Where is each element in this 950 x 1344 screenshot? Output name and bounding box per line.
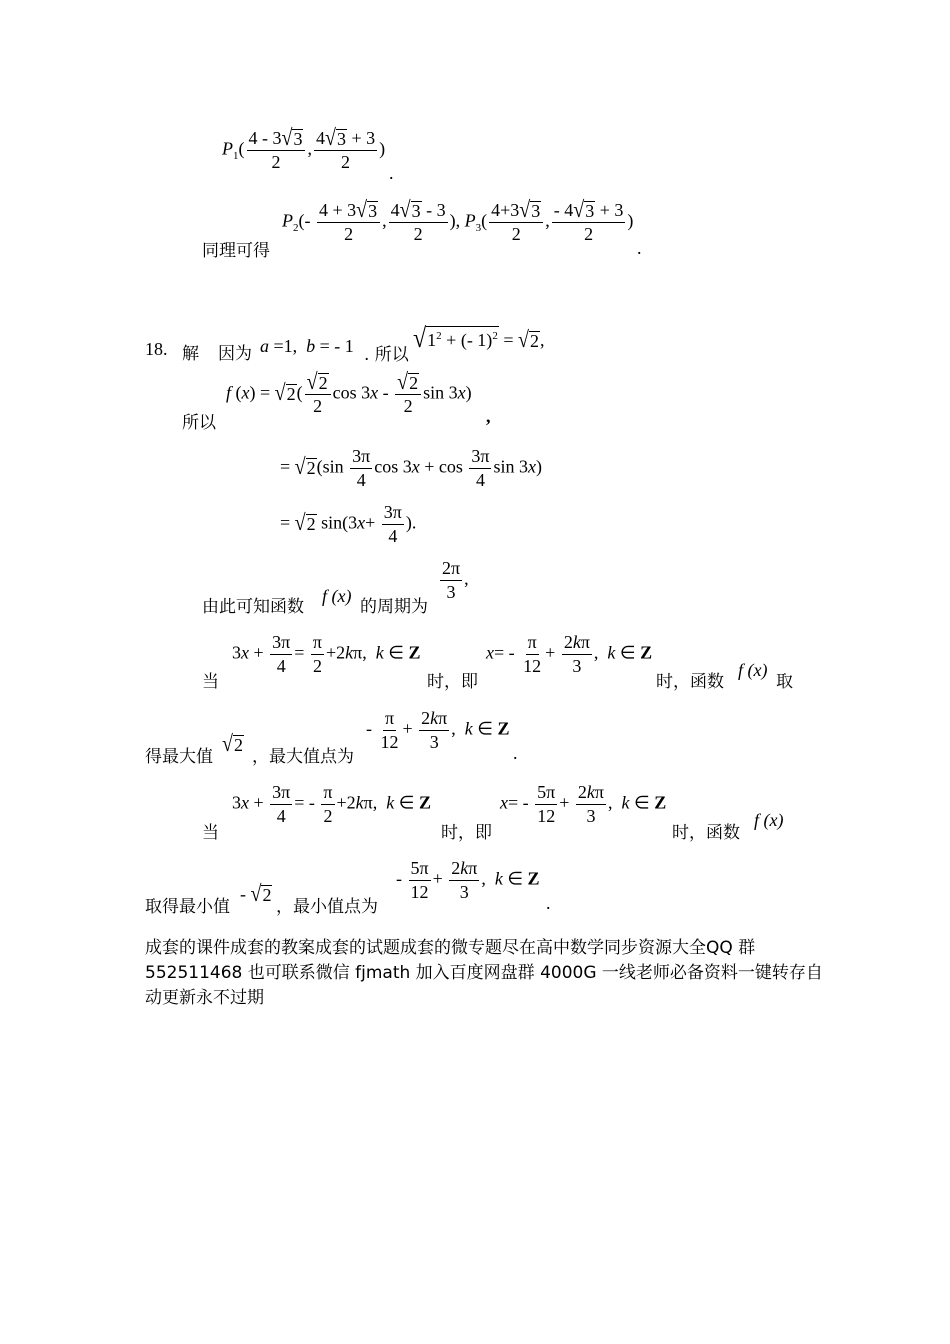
when-text: 当 bbox=[202, 672, 219, 692]
max-x: x= - $\frac{\pi}{12}$ + $\frac{2k\pi}{3}$ , k ∈ Z bbox=[486, 632, 653, 676]
trailing-dot: . bbox=[546, 893, 551, 913]
min-point: - $\frac{5\pi}{12}$ + $\frac{2k\pi}{3}$ , k ∈ Z bbox=[396, 858, 540, 902]
lead-text: 同理可得 bbox=[202, 241, 270, 261]
formula-p2-p3: $P_2(-$ 4 + 3 √ 3 2 , 4 √ 3 - 3 2 ), $P_3$( 4+3 √ 3 2 , - 4 √ 3 + 3 2 ) bbox=[282, 197, 634, 244]
when-text: 当 bbox=[202, 823, 219, 843]
function-text: 时，函数 bbox=[672, 823, 740, 843]
max-value-label: 得最大值 bbox=[145, 747, 213, 767]
so-text: . 所以 bbox=[364, 345, 409, 365]
period-label: 的周期为 bbox=[360, 597, 428, 617]
min-value: - √ 2 bbox=[240, 881, 272, 907]
problem-number: 18. bbox=[145, 339, 168, 359]
function-name: f (x) bbox=[754, 810, 784, 830]
solution-label: 解 bbox=[182, 344, 199, 364]
period-value: $\frac{2\pi}{3}$ , bbox=[442, 558, 469, 602]
min-point-label: ，最小值点为 bbox=[276, 897, 378, 917]
time-text: 时，即 bbox=[427, 672, 478, 692]
min-x: x= - $\frac{5\pi}{12}$ + $\frac{2k\pi}{3}$ , k ∈ Z bbox=[500, 782, 667, 826]
min-value-label: 取得最小值 bbox=[145, 897, 230, 917]
formula-step3: = √ 2 sin(3x+ $\frac{3\pi}{4}$ ). bbox=[280, 502, 417, 546]
max-point-label: ，最大值点为 bbox=[252, 747, 354, 767]
formula-step2: = √ 2 (sin $\frac{3\pi}{4}$ cos 3x + cos $\frac{3\pi}{4}$ sin 3x) bbox=[280, 446, 542, 490]
f-definition: f (x) = √ 2 ( √ 2 2 cos 3x - √ 2 2 sin 3x) bbox=[226, 369, 472, 416]
ab-values: a =1, b = - 1 bbox=[260, 336, 354, 356]
amplitude-formula: √ $1^2$ + (- 1)$^2$ = √ 2 , bbox=[413, 324, 545, 354]
because-text: 因为 bbox=[218, 344, 252, 364]
max-value: √ 2 bbox=[222, 731, 243, 757]
max-condition: 3x + $\frac{3\pi}{4}$ = $\frac{\pi}{2}$ +2kπ, k ∈ Z bbox=[232, 632, 421, 676]
formula-p1: $P_1$( 4 - 3 √ 3 2 , 4 √ 3 + 3 2 ) bbox=[222, 125, 386, 172]
time-text: 时，即 bbox=[441, 823, 492, 843]
min-condition: 3x + $\frac{3\pi}{4}$ = - $\frac{\pi}{2}$ +2kπ, k ∈ Z bbox=[232, 782, 431, 826]
function-text: 时，函数 bbox=[656, 672, 724, 692]
trailing-dot: . bbox=[637, 238, 642, 258]
take-text: 取 bbox=[776, 672, 793, 692]
trailing-dot: . bbox=[513, 743, 518, 763]
function-name: f (x) bbox=[322, 586, 352, 606]
footer-notice: 成套的课件成套的教案成套的试题成套的微专题尽在高中数学同步资源大全QQ 群 552511468 也可联系微信 fjmath 加入百度网盘群 4000G 一线老师必备资料一键转存自动更新永不过期 bbox=[145, 938, 823, 1008]
trailing-dot: . bbox=[389, 163, 394, 183]
function-name: f (x) bbox=[738, 660, 768, 680]
max-point: - $\frac{\pi}{12}$ + $\frac{2k\pi}{3}$ , k ∈ Z bbox=[366, 708, 510, 752]
period-text: 由此可知函数 bbox=[202, 597, 304, 617]
comma: , bbox=[486, 406, 491, 426]
so-text-2: 所以 bbox=[182, 413, 216, 433]
